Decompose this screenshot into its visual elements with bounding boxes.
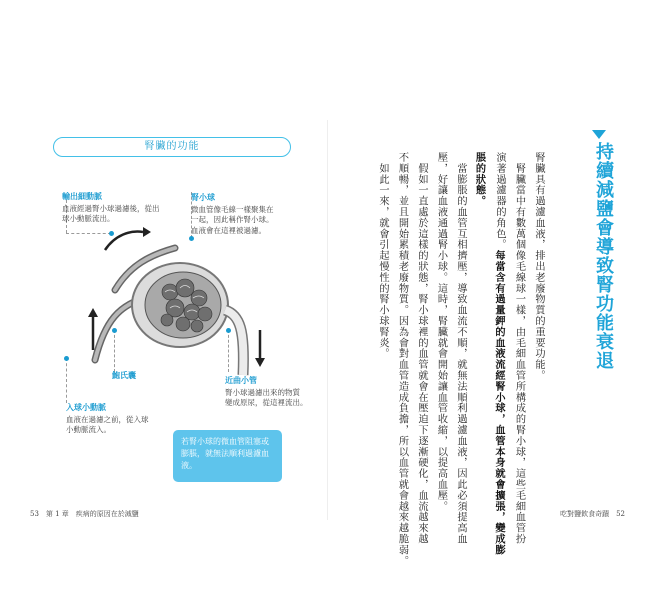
callout-body: 血液經過腎小球過濾後，從出 球小動脈流出。 (62, 203, 160, 223)
callout-heading: 入球小動脈 (66, 403, 106, 412)
folio-right: 吃對鹽飲食奇蹟 52 (560, 510, 625, 518)
text-run: 如此一來，就會引起慢性的腎小球腎炎。 (377, 152, 388, 360)
diagram-title: 腎臟的功能 (53, 137, 291, 157)
text-column (472, 152, 488, 207)
note-box: 若腎小球的微血管阻塞或膨脹，就無法順利過濾血液。 (173, 430, 282, 482)
callout-heading: 近曲小管 (225, 376, 257, 385)
text-column (511, 152, 527, 544)
text-run: 假如一直處於這樣的狀態，腎小球裡的血管就會在壓迫下逐漸硬化，血流越來越 (416, 152, 427, 545)
callout-heading: 鮑氏囊 (112, 371, 136, 380)
page-spine (327, 120, 328, 520)
text-column (491, 152, 507, 555)
callout-afferent-arteriole (66, 403, 171, 436)
text-run: 腎臟當中有數萬個像毛線球一樣，由毛細血管所構成的腎小球，這些毛細血管扮 (513, 152, 525, 545)
text-run: 不順暢，並且開始累積老廢物質。因為會對血管造成負擔，所以血管就會越來越脆弱。 (396, 152, 408, 567)
folio-left: 53 第 1 章 疾病的原因在於減鹽 (30, 510, 139, 518)
text-column (452, 152, 468, 544)
text-column (394, 152, 410, 566)
text-column (413, 152, 429, 544)
callout-heading: 輸出細動脈 (62, 192, 102, 201)
bold-text: 每當含有過量鉀的血液流經腎小球，血管本身就會擴張，變成膨 (493, 250, 505, 556)
text-column (374, 152, 390, 359)
text-column (433, 152, 449, 512)
callout-body: 微血管像毛線一樣聚集在 一起，因此稱作腎小球。 血液會在這裡被過濾。 (191, 204, 274, 235)
text-run: 當膨脹的血管互相擠壓，導致血流不順，就無法順利過濾血液，因此必須提高血 (455, 152, 466, 545)
down-triangle-marker-icon (592, 130, 606, 139)
callout-glomerulus (191, 193, 301, 236)
bold-text: 脹的狀態。 (473, 152, 486, 207)
callout-proximal-tubule (225, 376, 325, 409)
callout-efferent-arteriole (62, 192, 172, 225)
text-column (530, 152, 546, 381)
callout-heading: 腎小球 (191, 193, 215, 202)
text-run: 壓，好讓血液通過腎小球。這時，腎臟就會開始讓血管收縮，以提高血壓。 (435, 152, 447, 512)
callout-bowman-capsule (112, 371, 136, 382)
callout-body: 血液在過濾之前，從入球 小動脈流入。 (66, 414, 149, 434)
text-run: 腎臟具有過濾血液，排出老廢物質的重要功能。 (533, 152, 544, 381)
callout-body: 腎小球過濾出來的物質 變成原尿，從這裡流出。 (225, 387, 308, 407)
section-heading: 持續減鹽會導致腎功能衰退 (593, 142, 614, 370)
text-run: 演著過濾器的角色。 (494, 152, 505, 251)
